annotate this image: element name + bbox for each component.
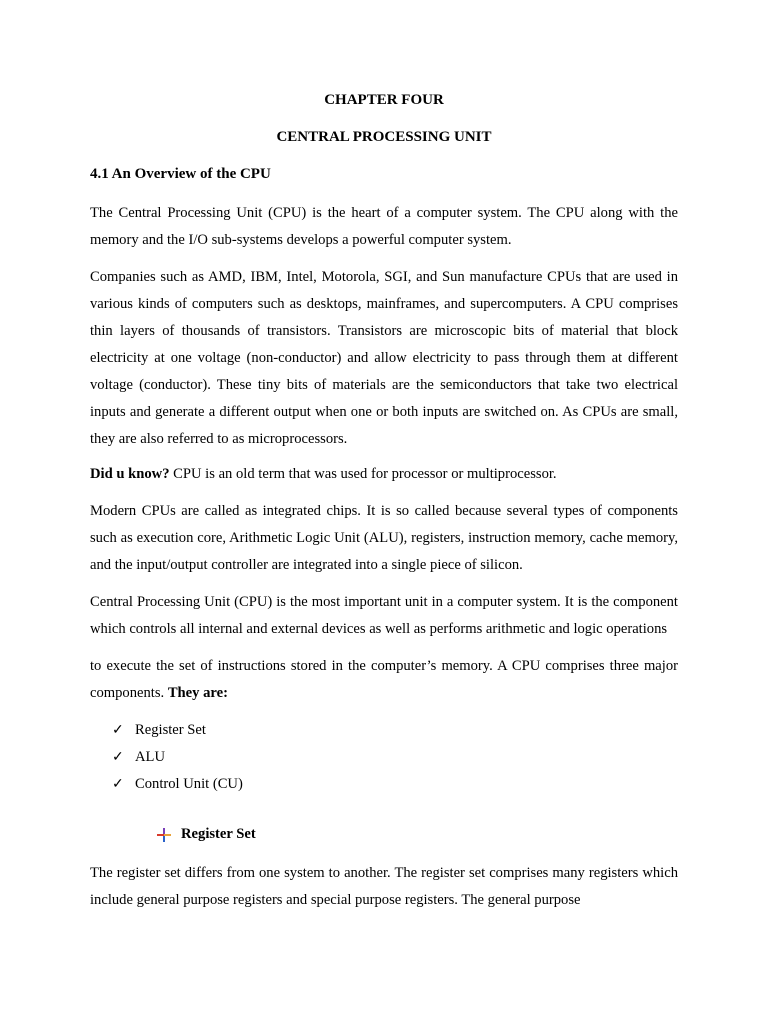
section-heading: 4.1 An Overview of the CPU — [90, 166, 271, 182]
components-intro-text: to execute the set of instructions stored in the computer’s memory. A CPU comprises three major components. — [90, 658, 678, 701]
paragraph-register-set: The register set differs from one system to another. The register set comprises many registers which include general purpose registers and special purpose registers. The general purpose — [90, 865, 678, 908]
chapter-title: CHAPTER FOUR — [324, 92, 444, 108]
paragraph-cpu-components — [90, 653, 678, 707]
plus-bullet-icon — [157, 828, 171, 842]
subsection-heading — [157, 826, 256, 843]
list-item — [112, 744, 243, 771]
did-you-know-text: CPU is an old term that was used for processor or multiprocessor. — [169, 466, 557, 482]
paragraph-did-you-know — [90, 461, 678, 488]
check-icon: ✓ — [112, 777, 124, 792]
paragraph-modern-cpus: Modern CPUs are called as integrated chips. It is so called because several types of components such as execution core, Arithmetic Logic Unit (ALU), registers, instruction memory, cache memory, and the input/output controller are integrated into a single piece of silicon. — [90, 503, 678, 573]
check-icon: ✓ — [112, 723, 124, 738]
did-you-know-label: Did u know? — [90, 466, 170, 482]
list-item-label: Register Set — [135, 722, 206, 738]
list-item-label: ALU — [135, 749, 165, 765]
check-icon: ✓ — [112, 750, 124, 765]
paragraph-cpu-manufacturers: Companies such as AMD, IBM, Intel, Motorola, SGI, and Sun manufacture CPUs that are used in various kinds of computers such as desktops, mainframes, and supercomputers. A CPU comprises thin layers of thousands of transistors. Transistors are microscopic bits of material that block electricity at one voltage (non-conductor) and allow electricity to pass through them at different voltage (conductor). These tiny bits of materials are the semiconductors that take two electrical inputs and generate a different output when one or both inputs are switched on. As CPUs are small, they are also referred to as microprocessors. — [90, 269, 678, 447]
list-item-label: Control Unit (CU) — [135, 776, 243, 792]
subsection-title: Register Set — [181, 826, 256, 842]
paragraph-cpu-intro: The Central Processing Unit (CPU) is the heart of a computer system. The CPU along with the memory and the I/O sub-systems develops a powerful computer system. — [90, 205, 678, 248]
components-list — [112, 717, 243, 798]
list-item — [112, 771, 243, 798]
list-item — [112, 717, 243, 744]
chapter-subtitle: CENTRAL PROCESSING UNIT — [276, 129, 492, 145]
paragraph-cpu-importance: Central Processing Unit (CPU) is the most important unit in a computer system. It is the component which controls all internal and external devices as well as performs arithmetic and logic operations — [90, 594, 678, 637]
components-intro-bold: They are: — [167, 685, 228, 701]
